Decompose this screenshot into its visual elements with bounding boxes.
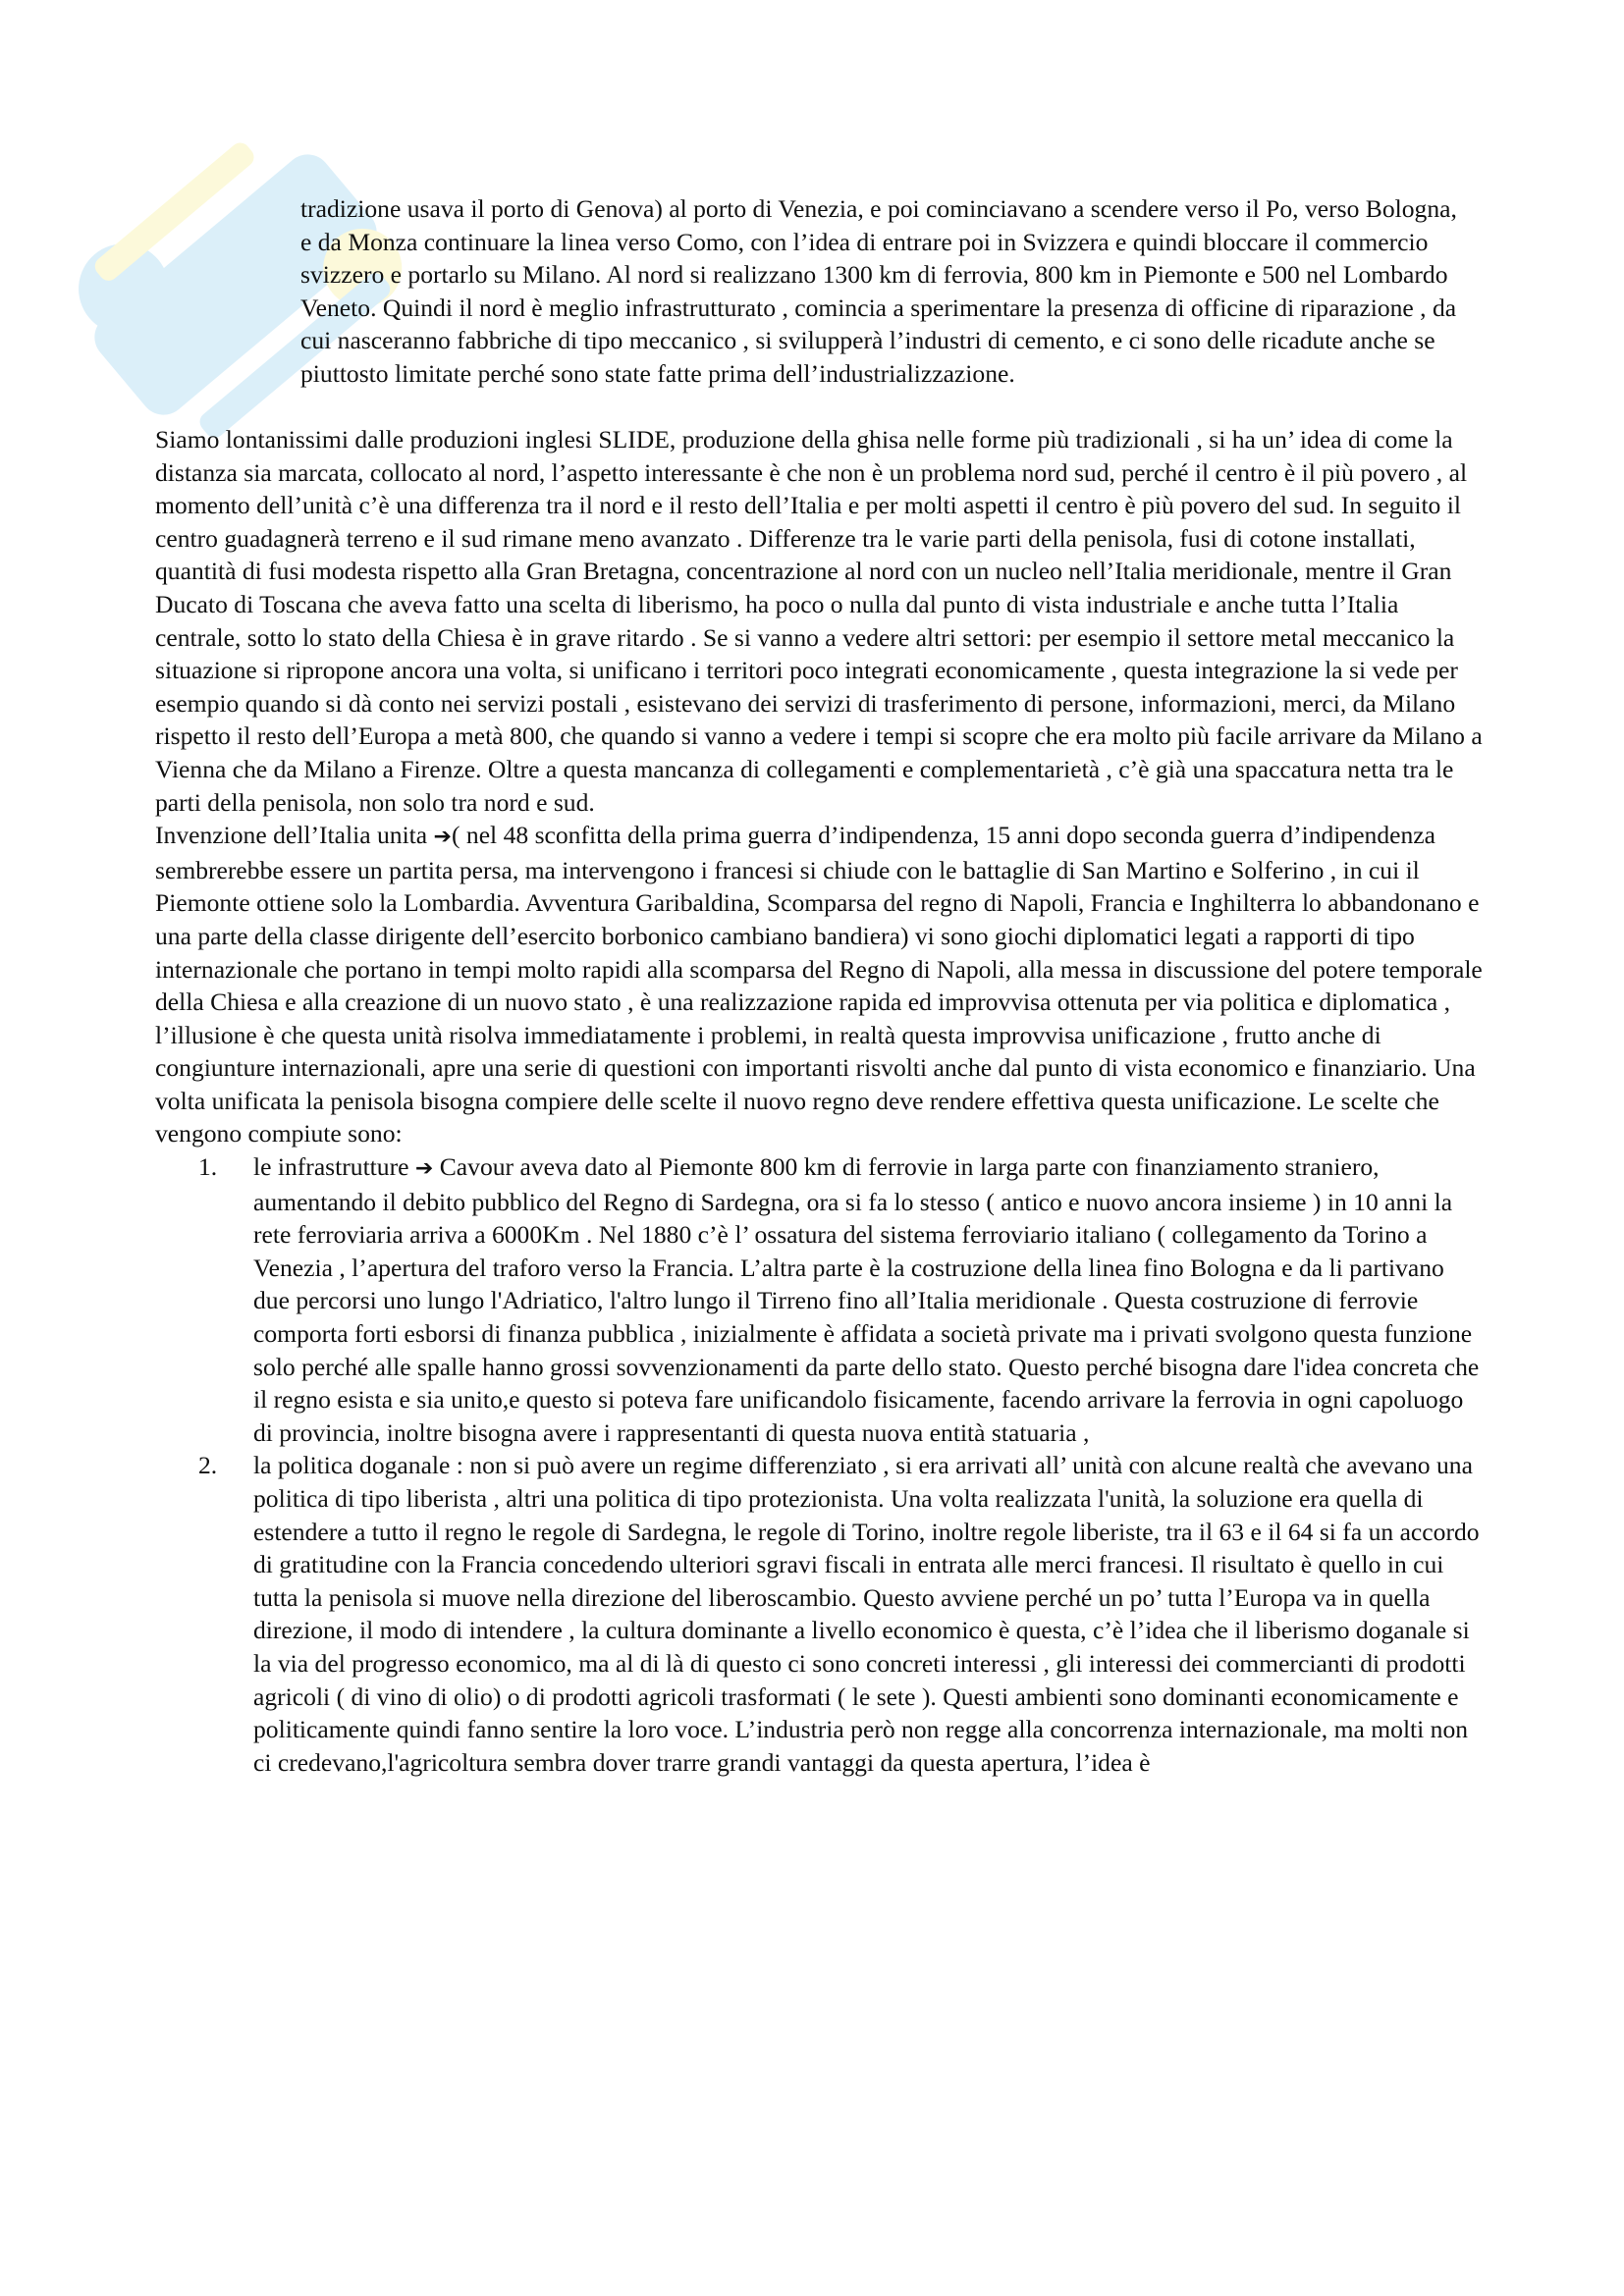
intro-indented-block <box>300 192 1474 391</box>
list-number: 2. <box>198 1451 218 1480</box>
intro-paragraph: tradizione usava il porto di Genova) al porto di Venezia, e poi cominciavano a scendere verso il Po, verso Bologna, e da Monza continuare la linea verso Como, con l’idea di entrare poi in Svizzera e quindi bloccare il commercio svizzero e portarlo su Milano. Al nord si realizzano 1300 km di ferrovia, 800 km in Piemonte e 500 nel Lombardo Veneto. Quindi il nord è meglio infrastrutturato , comincia a sperimentare la presenza di officine di riparazione , da cui nasceranno fabbriche di tipo meccanico , si svilupperà l’industri di cemento, e ci sono delle ricadute anche se piuttosto limitate perché sono state fatte prima dell’industrializzazione. <box>300 194 1457 388</box>
list-item-infrastrutture <box>155 1150 1484 1449</box>
paragraph-lontanissimi: Siamo lontanissimi dalle produzioni inglesi SLIDE, produzione della ghisa nelle forme più tradizionali , si ha un’ idea di come la distanza sia marcata, collocato al nord, l’aspetto interessante è che non è un problema nord sud, perché il centro è il più povero , al momento dell’unità c’è una differenza tra il nord e il resto dell’Italia e per molti aspetti il centro è più povero del sud. In seguito il centro guadagnerà terreno e il sud rimane meno avanzato . Differenze tra le varie parti della penisola, fusi di cotone installati, quantità di fusi modesta rispetto alla Gran Bretagna, concentrazione al nord con un nucleo nell’Italia meridionale, mentre il Gran Ducato di Toscana che aveva fatto una scelta di liberismo, ha poco o nulla dal punto di vista industriale e anche tutta l’Italia centrale, sotto lo stato della Chiesa è in grave ritardo . Se si vanno a vedere altri settori: per esempio il settore metal meccanico la situazione si ripropone ancora una volta, si unificano i territori poco integrati economicamente , questa integrazione la si vede per esempio quando si dà conto nei servizi postali , esistevano dei servizi di trasferimento di persone, informazioni, merci, da Milano rispetto il resto dell’Europa a metà 800, che quando si vanno a vedere i tempi si scopre che era molto più facile arrivare da Milano a Vienna che da Milano a Firenze. Oltre a questa mancanza di collegamenti e complementarietà , c’è già una spaccatura netta tra le parti della penisola, non solo tra nord e sud. <box>155 425 1483 817</box>
list-item-start: le infrastrutture <box>253 1152 415 1182</box>
paragraph-invenzione-rest: ( nel 48 sconfitta della prima guerra d’indipendenza, 15 anni dopo seconda guerra d’indipendenza sembrerebbe essere un partita persa, ma intervengono i francesi si chiude con le battaglie di San Martino e Solferino , in cui il Piemonte ottiene solo la Lombardia. Avventura Garibaldina, Scomparsa del regno di Napoli, Francia e Inghilterra lo abbandonano e una parte della classe dirigente dell’esercito borbonico cambiano bandiera) vi sono giochi diplomatici legati a rapporti di tipo internazionale che portano in tempi molto rapidi alla scomparsa del Regno di Napoli, alla messa in discussione del potere temporale della Chiesa e alla creazione di un nuovo stato , è una realizzazione rapida ed improvvisa ottenuta per via politica e diplomatica , l’illusione è che questa unità risolva immediatamente i problemi, in realtà questa improvvisa unificazione , frutto anche di congiunture internazionali, apre una serie di questioni con importanti risvolti anche dal punto di vista economico e finanziario. Una volta unificata la penisola bisogna compiere delle scelte il nuovo regno deve rendere effettiva questa unificazione. Le scelte che vengono compiute sono: <box>155 821 1483 1148</box>
arrow-right-icon: ➔ <box>414 1156 434 1182</box>
list-number: 1. <box>198 1152 218 1182</box>
list-item-start: la politica doganale : non si può avere un regime differenziato , si era arrivati all’ unità con alcune realtà che avevano una politica di tipo liberista , altri una politica di tipo protezionista. Una volta realizzata l'unità, la soluzione era quella di estendere a tutto il regno le regole di Sardegna, le regole di Torino, inoltre regole liberiste, tra il 63 e il 64 si fa un accordo di gratitudine con la Francia concedendo ulteriori sgravi fiscali in entrata alle merci francesi. Il risultato è quello in cui tutta la penisola si muove nella direzione del liberoscambio. Questo avviene perché un po’ tutta l’Europa va in quella direzione, il modo di intendere , la cultura dominante a livello economico è questa, c’è l’idea che il liberismo doganale si la via del progresso economico, ma al di là di questo ci sono concreti interessi , gli interessi dei commercianti di prodotti agricoli ( di vino di olio) o di prodotti agricoli trasformati ( le sete ). Questi ambienti sono dominanti economicamente e politicamente quindi fanno sentire la loro voce. L’industria però non regge alla concorrenza internazionale, ma molti non ci credevano,l'agricoltura sembra dover trarre grandi vantaggi da questa apertura, l’idea è <box>253 1451 1480 1777</box>
paragraph-invenzione <box>155 819 1484 1150</box>
arrow-right-icon: ➔ <box>433 825 452 850</box>
choices-list <box>155 1150 1484 1779</box>
list-item-rest: Cavour aveva dato al Piemonte 800 km di ferrovie in larga parte con finanziamento straniero, aumentando il debito pubblico del Regno di Sardegna, ora si fa lo stesso ( antico e nuovo ancora insieme ) in 10 anni la rete ferroviaria arriva a 6000Km . Nel 1880 c’è l’ ossatura del sistema ferroviario italiano ( collegamento da Torino a Venezia , l’apertura del traforo verso la Francia. L’altra parte è la costruzione della linea fino Bologna e da li partivano due percorsi uno lungo l'Adriatico, l'altro lungo il Tirreno fino all’Italia meridionale . Questa costruzione di ferrovie comporta forti esborsi di finanza pubblica , inizialmente è affidata a società private ma i privati svolgono questa funzione solo perché alle spalle hanno grossi sovvenzionamenti da parte dello stato. Questo perché bisogna dare l'idea concreta che il regno esista e sia unito,e questo si poteva fare unificandolo fisicamente, facendo arrivare la ferrovia in ogni capoluogo di provincia, inoltre bisogna avere i rappresentanti di questa nuova entità statuaria , <box>253 1152 1480 1447</box>
main-text-block <box>155 423 1484 1779</box>
paragraph-invenzione-start: Invenzione dell’Italia unita <box>155 821 434 850</box>
list-item-politica-doganale <box>155 1449 1484 1779</box>
